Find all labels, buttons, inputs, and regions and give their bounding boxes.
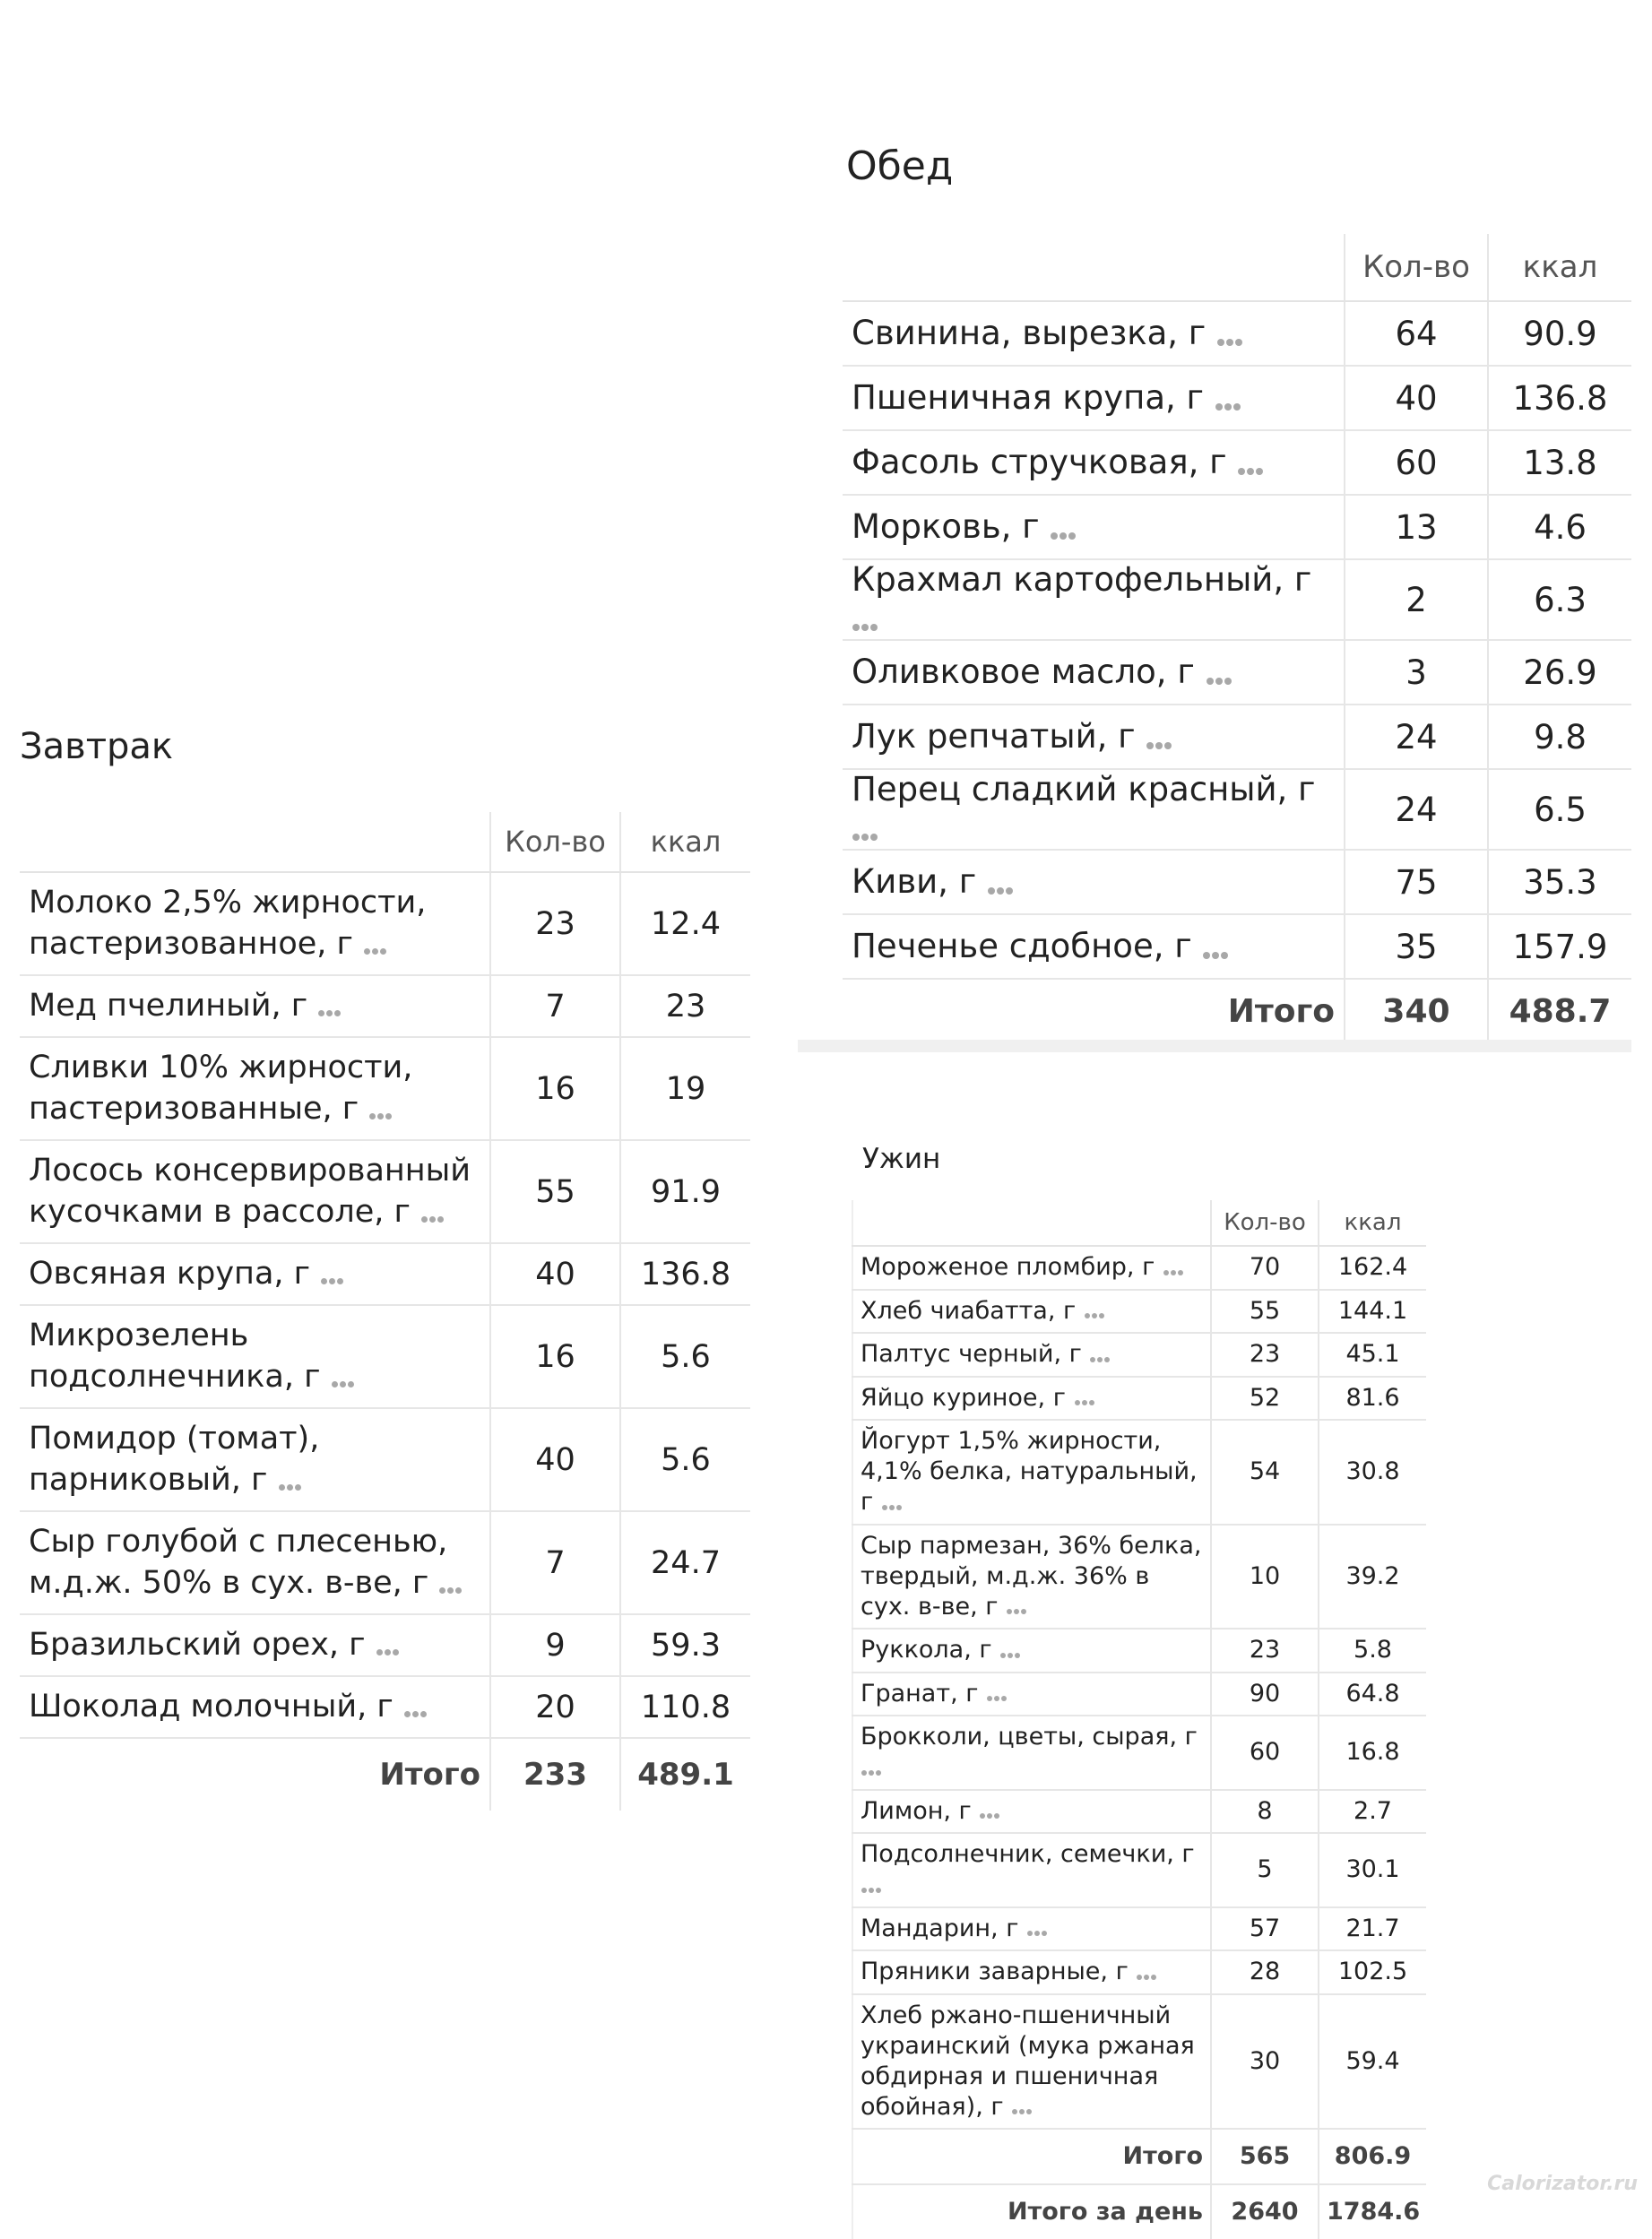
food-name: Яйцо куриное, г: [861, 1383, 1066, 1412]
food-qty: 60: [1211, 1716, 1319, 1790]
food-name: Крахмал картофельный, г: [852, 560, 1312, 599]
food-kcal: 12.4: [620, 872, 750, 975]
food-kcal: 23: [620, 975, 750, 1037]
food-row: [852, 1907, 1426, 1951]
food-name: Мороженое пломбир, г: [861, 1253, 1155, 1281]
food-name-cell: [852, 1833, 1211, 1907]
breakfast-rows: [20, 872, 750, 1738]
food-row: [843, 559, 1631, 640]
food-qty: 23: [1211, 1629, 1319, 1673]
food-name-cell: [843, 914, 1345, 979]
food-name-cell: [843, 430, 1345, 495]
food-name: Руккола, г: [861, 1636, 992, 1664]
dinner-table: [852, 1200, 1426, 2239]
food-row: [20, 1676, 750, 1738]
food-row: [20, 1614, 750, 1676]
food-name: Молоко 2,5% жирности, пастеризованное, г: [29, 885, 427, 962]
food-name-cell: [852, 1673, 1211, 1716]
food-row: [852, 1246, 1426, 1290]
food-name: Микрозелень подсолнечника, г: [29, 1318, 321, 1395]
food-name-cell: [20, 1140, 490, 1243]
food-name: Лосось консервированный кусочками в рассоле, г: [29, 1153, 471, 1230]
more-dots-icon[interactable]: [987, 864, 1014, 903]
food-kcal: 19: [620, 1037, 750, 1140]
more-dots-icon[interactable]: [1146, 719, 1172, 757]
more-dots-icon[interactable]: [1136, 1958, 1157, 1988]
food-row: [843, 301, 1631, 366]
more-dots-icon[interactable]: [1163, 1253, 1184, 1284]
food-kcal: 21.7: [1319, 1907, 1426, 1951]
more-dots-icon[interactable]: [852, 810, 878, 849]
food-name: Лимон, г: [861, 1796, 972, 1825]
more-dots-icon[interactable]: [320, 1254, 344, 1295]
food-name: Киви, г: [852, 861, 977, 901]
food-kcal: 30.8: [1319, 1420, 1426, 1525]
breakfast-table: [20, 812, 750, 1811]
food-name-cell: [20, 1408, 490, 1511]
food-row: [843, 495, 1631, 559]
food-kcal: 81.6: [1319, 1377, 1426, 1421]
food-row: [843, 914, 1631, 979]
food-name-cell: [852, 1716, 1211, 1790]
food-name: Хлеб чиабатта, г: [861, 1296, 1077, 1325]
food-row: [852, 1673, 1426, 1716]
lunch-total-label: Итого: [1227, 992, 1335, 1030]
food-name: Овсяная крупа, г: [29, 1256, 311, 1292]
day-total-qty: 2640: [1211, 2184, 1319, 2239]
food-row: [852, 1716, 1426, 1790]
food-qty: 55: [1211, 1290, 1319, 1334]
breakfast-name-header: [20, 812, 490, 872]
food-qty: 10: [1211, 1525, 1319, 1630]
more-dots-icon[interactable]: [1215, 380, 1241, 419]
food-kcal: 39.2: [1319, 1525, 1426, 1630]
food-qty: 52: [1211, 1377, 1319, 1421]
lunch-table: [843, 234, 1631, 1042]
dinner-name-header: [852, 1200, 1211, 1246]
food-row: [843, 769, 1631, 850]
more-dots-icon[interactable]: [1089, 1340, 1111, 1370]
dinner-title: Ужин: [862, 1143, 941, 1175]
lunch-kcal-header: ккал: [1488, 234, 1631, 301]
food-row: [843, 640, 1631, 705]
food-qty: 24: [1345, 705, 1488, 769]
food-qty: 9: [490, 1614, 620, 1676]
food-name-cell: [20, 975, 490, 1037]
lunch-total-kcal: 488.7: [1488, 979, 1631, 1042]
food-name: Подсолнечник, семечки, г: [861, 1840, 1195, 1868]
food-name: Морковь, г: [852, 506, 1040, 546]
food-name: Сливки 10% жирности, пастеризованные, г: [29, 1050, 413, 1127]
food-name-cell: [20, 1676, 490, 1738]
food-kcal: 136.8: [1488, 366, 1631, 430]
breakfast-qty-header: Кол-во: [490, 812, 620, 872]
food-kcal: 6.5: [1488, 769, 1631, 850]
food-qty: 5: [1211, 1833, 1319, 1907]
food-name: Пряники заварные, г: [861, 1958, 1129, 1985]
food-name-cell: [20, 1614, 490, 1676]
food-qty: 40: [490, 1408, 620, 1511]
breakfast-kcal-header: ккал: [620, 812, 750, 872]
more-dots-icon[interactable]: [331, 1357, 355, 1398]
dinner-qty-header: Кол-во: [1211, 1200, 1319, 1246]
food-name: Пшеничная крупа, г: [852, 377, 1204, 417]
food-qty: 20: [490, 1676, 620, 1738]
food-name-cell: [852, 1525, 1211, 1630]
section-divider: [798, 1040, 1631, 1052]
food-row: [843, 850, 1631, 914]
food-name-cell: [843, 769, 1345, 850]
food-name-cell: [852, 1994, 1211, 2130]
food-kcal: 157.9: [1488, 914, 1631, 979]
food-kcal: 35.3: [1488, 850, 1631, 914]
food-qty: 23: [1211, 1333, 1319, 1377]
food-name-cell: [852, 1377, 1211, 1421]
food-name-cell: [20, 872, 490, 975]
food-name-cell: [852, 1907, 1211, 1951]
food-qty: 16: [490, 1305, 620, 1408]
food-name: Гранат, г: [861, 1679, 979, 1707]
food-qty: 55: [490, 1140, 620, 1243]
food-kcal: 9.8: [1488, 705, 1631, 769]
more-dots-icon[interactable]: [1074, 1383, 1095, 1413]
food-kcal: 2.7: [1319, 1790, 1426, 1834]
more-dots-icon[interactable]: [368, 1089, 393, 1130]
food-row: [852, 1833, 1426, 1907]
food-row: [852, 1333, 1426, 1377]
more-dots-icon[interactable]: [979, 1796, 1000, 1827]
food-name: Брокколи, цветы, сырая, г: [861, 1723, 1198, 1751]
food-row: [20, 1408, 750, 1511]
food-kcal: 4.6: [1488, 495, 1631, 559]
food-kcal: 13.8: [1488, 430, 1631, 495]
food-qty: 54: [1211, 1420, 1319, 1525]
food-name-cell: [852, 1420, 1211, 1525]
food-name-cell: [852, 1246, 1211, 1290]
food-name-cell: [852, 1950, 1211, 1994]
food-name: Мед пчелиный, г: [29, 988, 308, 1024]
food-kcal: 26.9: [1488, 640, 1631, 705]
more-dots-icon[interactable]: [852, 601, 878, 639]
food-row: [852, 1790, 1426, 1834]
food-qty: 57: [1211, 1907, 1319, 1951]
food-name: Хлеб ржано-пшеничный украинский (мука ржаная обдирная и пшеничная обойная), г: [861, 2001, 1195, 2121]
food-row: [20, 1305, 750, 1408]
day-total-label: Итого за день: [1007, 2198, 1203, 2226]
food-qty: 40: [1345, 366, 1488, 430]
more-dots-icon[interactable]: [1006, 1592, 1027, 1622]
food-name: Свинина, вырезка, г: [852, 313, 1207, 352]
food-kcal: 102.5: [1319, 1950, 1426, 1994]
food-row: [20, 1243, 750, 1305]
food-name-cell: [843, 495, 1345, 559]
more-dots-icon[interactable]: [1084, 1296, 1105, 1327]
more-dots-icon[interactable]: [861, 1753, 882, 1784]
food-name-cell: [843, 301, 1345, 366]
food-qty: 75: [1345, 850, 1488, 914]
food-row: [20, 1037, 750, 1140]
food-qty: 13: [1345, 495, 1488, 559]
food-kcal: 136.8: [620, 1243, 750, 1305]
food-row: [852, 1377, 1426, 1421]
breakfast-title: Завтрак: [20, 726, 174, 767]
more-dots-icon[interactable]: [861, 1871, 882, 1901]
food-qty: 30: [1211, 1994, 1319, 2130]
food-name: Фасоль стручковая, г: [852, 442, 1227, 481]
food-row: [852, 1525, 1426, 1630]
food-kcal: 64.8: [1319, 1673, 1426, 1716]
day-total-row: [852, 2184, 1426, 2239]
food-name-cell: [20, 1305, 490, 1408]
food-kcal: 16.8: [1319, 1716, 1426, 1790]
more-dots-icon[interactable]: [278, 1460, 302, 1501]
food-qty: 24: [1345, 769, 1488, 850]
food-row: [843, 366, 1631, 430]
food-name: Печенье сдобное, г: [852, 926, 1192, 965]
food-row: [20, 1140, 750, 1243]
food-kcal: 6.3: [1488, 559, 1631, 640]
food-kcal: 59.4: [1319, 1994, 1426, 2130]
food-name: Оливковое масло, г: [852, 652, 1195, 691]
dinner-total-row: [852, 2129, 1426, 2184]
food-name: Лук репчатый, г: [852, 716, 1136, 756]
more-dots-icon[interactable]: [1216, 316, 1243, 354]
food-kcal: 5.6: [620, 1408, 750, 1511]
food-name-cell: [843, 559, 1345, 640]
more-dots-icon[interactable]: [1206, 654, 1233, 693]
food-qty: 7: [490, 1511, 620, 1614]
more-dots-icon[interactable]: [317, 986, 342, 1027]
breakfast-total-label: Итого: [379, 1757, 480, 1793]
more-dots-icon[interactable]: [1050, 509, 1077, 548]
food-qty: 60: [1345, 430, 1488, 495]
food-qty: 16: [490, 1037, 620, 1140]
lunch-total-row: [843, 979, 1631, 1042]
food-kcal: 59.3: [620, 1614, 750, 1676]
day-total-kcal: 1784.6: [1319, 2184, 1426, 2239]
dinner-kcal-header: ккал: [1319, 1200, 1426, 1246]
food-qty: 23: [490, 872, 620, 975]
food-kcal: 24.7: [620, 1511, 750, 1614]
food-name: Шоколад молочный, г: [29, 1689, 394, 1725]
lunch-rows: [843, 301, 1631, 979]
food-row: [843, 705, 1631, 769]
food-qty: 7: [490, 975, 620, 1037]
food-row: [852, 1629, 1426, 1673]
food-name: Йогурт 1,5% жирности, 4,1% белка, натуральный, г: [861, 1427, 1198, 1516]
more-dots-icon[interactable]: [363, 924, 387, 965]
food-name-cell: [843, 366, 1345, 430]
more-dots-icon[interactable]: [420, 1192, 445, 1233]
food-name-cell: [20, 1511, 490, 1614]
food-kcal: 91.9: [620, 1140, 750, 1243]
breakfast-total-qty: 233: [490, 1738, 620, 1811]
food-name: Сыр голубой с плесенью, м.д.ж. 50% в сух. в-ве, г: [29, 1524, 448, 1601]
food-qty: 64: [1345, 301, 1488, 366]
more-dots-icon[interactable]: [1011, 2092, 1033, 2122]
breakfast-total-kcal: 489.1: [620, 1738, 750, 1811]
food-qty: 35: [1345, 914, 1488, 979]
food-name: Бразильский орех, г: [29, 1627, 366, 1663]
dinner-total-kcal: 806.9: [1319, 2129, 1426, 2184]
lunch-total-qty: 340: [1345, 979, 1488, 1042]
food-name-cell: [843, 705, 1345, 769]
lunch-section: [843, 143, 1631, 1042]
food-row: [852, 1950, 1426, 1994]
food-name-cell: [852, 1333, 1211, 1377]
more-dots-icon[interactable]: [438, 1563, 463, 1604]
food-kcal: 144.1: [1319, 1290, 1426, 1334]
food-kcal: 5.6: [620, 1305, 750, 1408]
more-dots-icon[interactable]: [1237, 445, 1264, 483]
food-row: [852, 1290, 1426, 1334]
food-row: [20, 975, 750, 1037]
more-dots-icon[interactable]: [881, 1488, 903, 1518]
food-kcal: 90.9: [1488, 301, 1631, 366]
food-row: [843, 430, 1631, 495]
food-qty: 28: [1211, 1950, 1319, 1994]
lunch-qty-header: Кол-во: [1345, 234, 1488, 301]
food-name: Сыр пармезан, 36% белка, твердый, м.д.ж. 36% в сух. в-ве, г: [861, 1531, 1202, 1621]
food-name: Помидор (томат), парниковый, г: [29, 1421, 320, 1498]
food-kcal: 110.8: [620, 1676, 750, 1738]
more-dots-icon[interactable]: [1026, 1914, 1048, 1944]
dinner-rows: [852, 1246, 1426, 2129]
dinner-total-qty: 565: [1211, 2129, 1319, 2184]
food-name-cell: [843, 640, 1345, 705]
food-qty: 8: [1211, 1790, 1319, 1834]
food-name-cell: [852, 1290, 1211, 1334]
breakfast-total-row: [20, 1738, 750, 1811]
watermark-logo: Calorizator.ru: [1487, 2173, 1638, 2195]
food-name: Палтус черный, г: [861, 1340, 1082, 1368]
food-name-cell: [852, 1790, 1211, 1834]
food-row: [852, 1994, 1426, 2130]
food-qty: 3: [1345, 640, 1488, 705]
dinner-section: [852, 1143, 1426, 2239]
food-name-cell: [843, 850, 1345, 914]
lunch-name-header: [843, 234, 1345, 301]
lunch-title: Обед: [846, 143, 954, 189]
food-qty: 70: [1211, 1246, 1319, 1290]
food-row: [852, 1420, 1426, 1525]
more-dots-icon[interactable]: [986, 1679, 1008, 1709]
food-kcal: 30.1: [1319, 1833, 1426, 1907]
food-name-cell: [852, 1629, 1211, 1673]
food-row: [20, 872, 750, 975]
dinner-total-label: Итого: [852, 2129, 1211, 2184]
food-name: Мандарин, г: [861, 1914, 1019, 1942]
food-qty: 40: [490, 1243, 620, 1305]
more-dots-icon[interactable]: [403, 1687, 428, 1728]
food-kcal: 162.4: [1319, 1246, 1426, 1290]
more-dots-icon[interactable]: [999, 1636, 1021, 1666]
food-name: Перец сладкий красный, г: [852, 770, 1316, 808]
food-row: [20, 1511, 750, 1614]
more-dots-icon[interactable]: [376, 1625, 400, 1666]
food-name-cell: [20, 1037, 490, 1140]
food-kcal: 5.8: [1319, 1629, 1426, 1673]
food-qty: 2: [1345, 559, 1488, 640]
food-kcal: 45.1: [1319, 1333, 1426, 1377]
food-qty: 90: [1211, 1673, 1319, 1716]
more-dots-icon[interactable]: [1202, 929, 1229, 967]
food-name-cell: [20, 1243, 490, 1305]
breakfast-section: [20, 726, 750, 1811]
